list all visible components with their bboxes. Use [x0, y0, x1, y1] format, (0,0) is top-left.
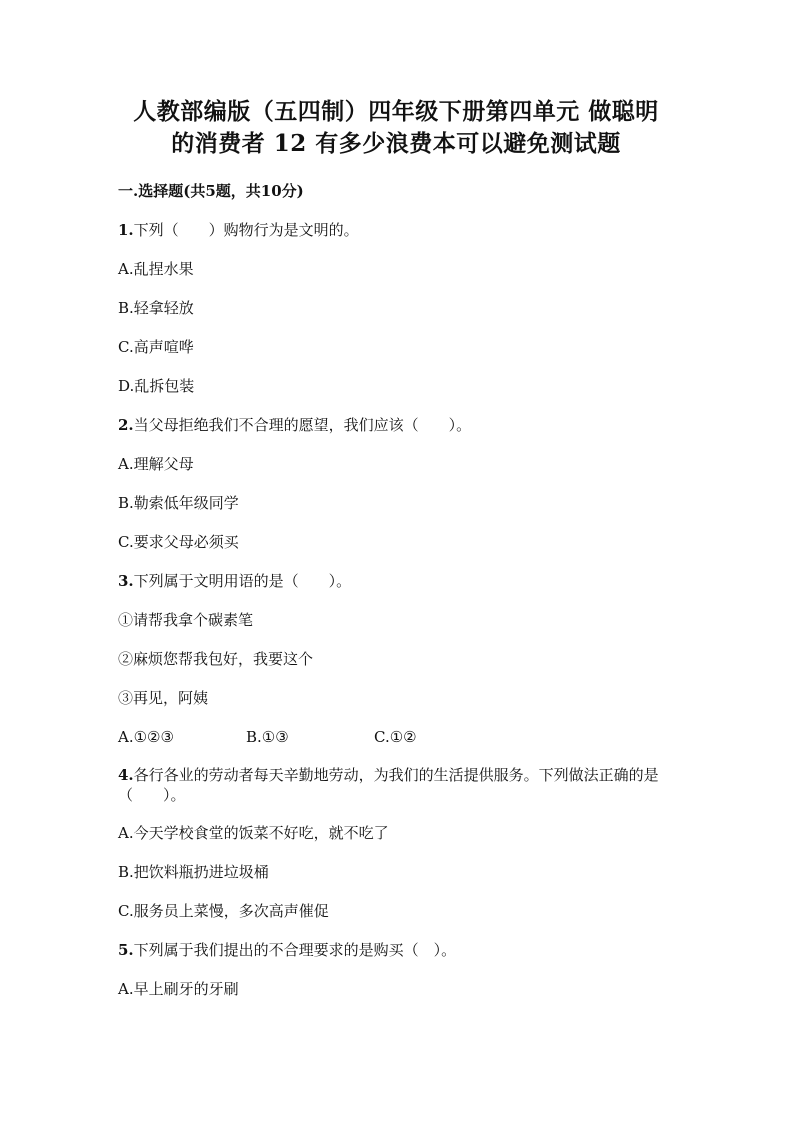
document-title	[118, 96, 674, 160]
option: A.①②③	[118, 728, 174, 746]
option: B.勒索低年级同学	[118, 494, 239, 512]
option: A.早上刷牙的牙刷	[118, 980, 239, 998]
question-text: 当父母拒绝我们不合理的愿望，我们应该（ ）。	[133, 416, 472, 434]
section-header: 一.选择题(共5题，共10分)	[118, 182, 304, 200]
option: B.把饮料瓶扔进垃圾桶	[118, 863, 269, 881]
question-text: 下列属于文明用语的是（ ）。	[133, 572, 352, 590]
title-line-1: 人教部编版（五四制）四年级下册第四单元 做聪明	[133, 98, 659, 125]
option: A.理解父母	[118, 455, 194, 473]
question-number: 4.	[118, 766, 134, 784]
option: C.①②	[374, 728, 417, 746]
question-5	[118, 939, 674, 961]
question-4	[118, 765, 670, 805]
option: C.服务员上菜慢，多次高声催促	[118, 902, 329, 920]
option: C.高声喧哗	[118, 338, 194, 356]
option: C.要求父母必须买	[118, 533, 239, 551]
question-number: 1.	[118, 221, 134, 239]
option: B.①③	[246, 728, 289, 746]
question-2	[118, 414, 674, 436]
question-text: 下列（ ）购物行为是文明的。	[133, 221, 359, 239]
question-number: 5.	[118, 941, 134, 959]
title-line-2: 的消费者 12 有多少浪费本可以避免测试题	[171, 130, 621, 157]
option: A.今天学校食堂的饭菜不好吃，就不吃了	[118, 824, 389, 842]
statement-item: ③再见，阿姨	[118, 689, 209, 707]
question-number: 3.	[118, 572, 134, 590]
question-text: 下列属于我们提出的不合理要求的是购买（ ）。	[133, 941, 457, 959]
option: D.乱拆包装	[118, 377, 195, 395]
options-row	[118, 726, 674, 748]
option: A.乱捏水果	[118, 260, 194, 278]
option: B.轻拿轻放	[118, 299, 194, 317]
question-1	[118, 219, 674, 241]
question-text: 各行各业的劳动者每天辛勤地劳动，为我们的生活提供服务。下列做法正确的是（ ）。	[118, 766, 659, 804]
question-3	[118, 570, 674, 592]
question-number: 2.	[118, 416, 134, 434]
statement-item: ①请帮我拿个碳素笔	[118, 611, 254, 629]
statement-item: ②麻烦您帮我包好，我要这个	[118, 650, 314, 668]
